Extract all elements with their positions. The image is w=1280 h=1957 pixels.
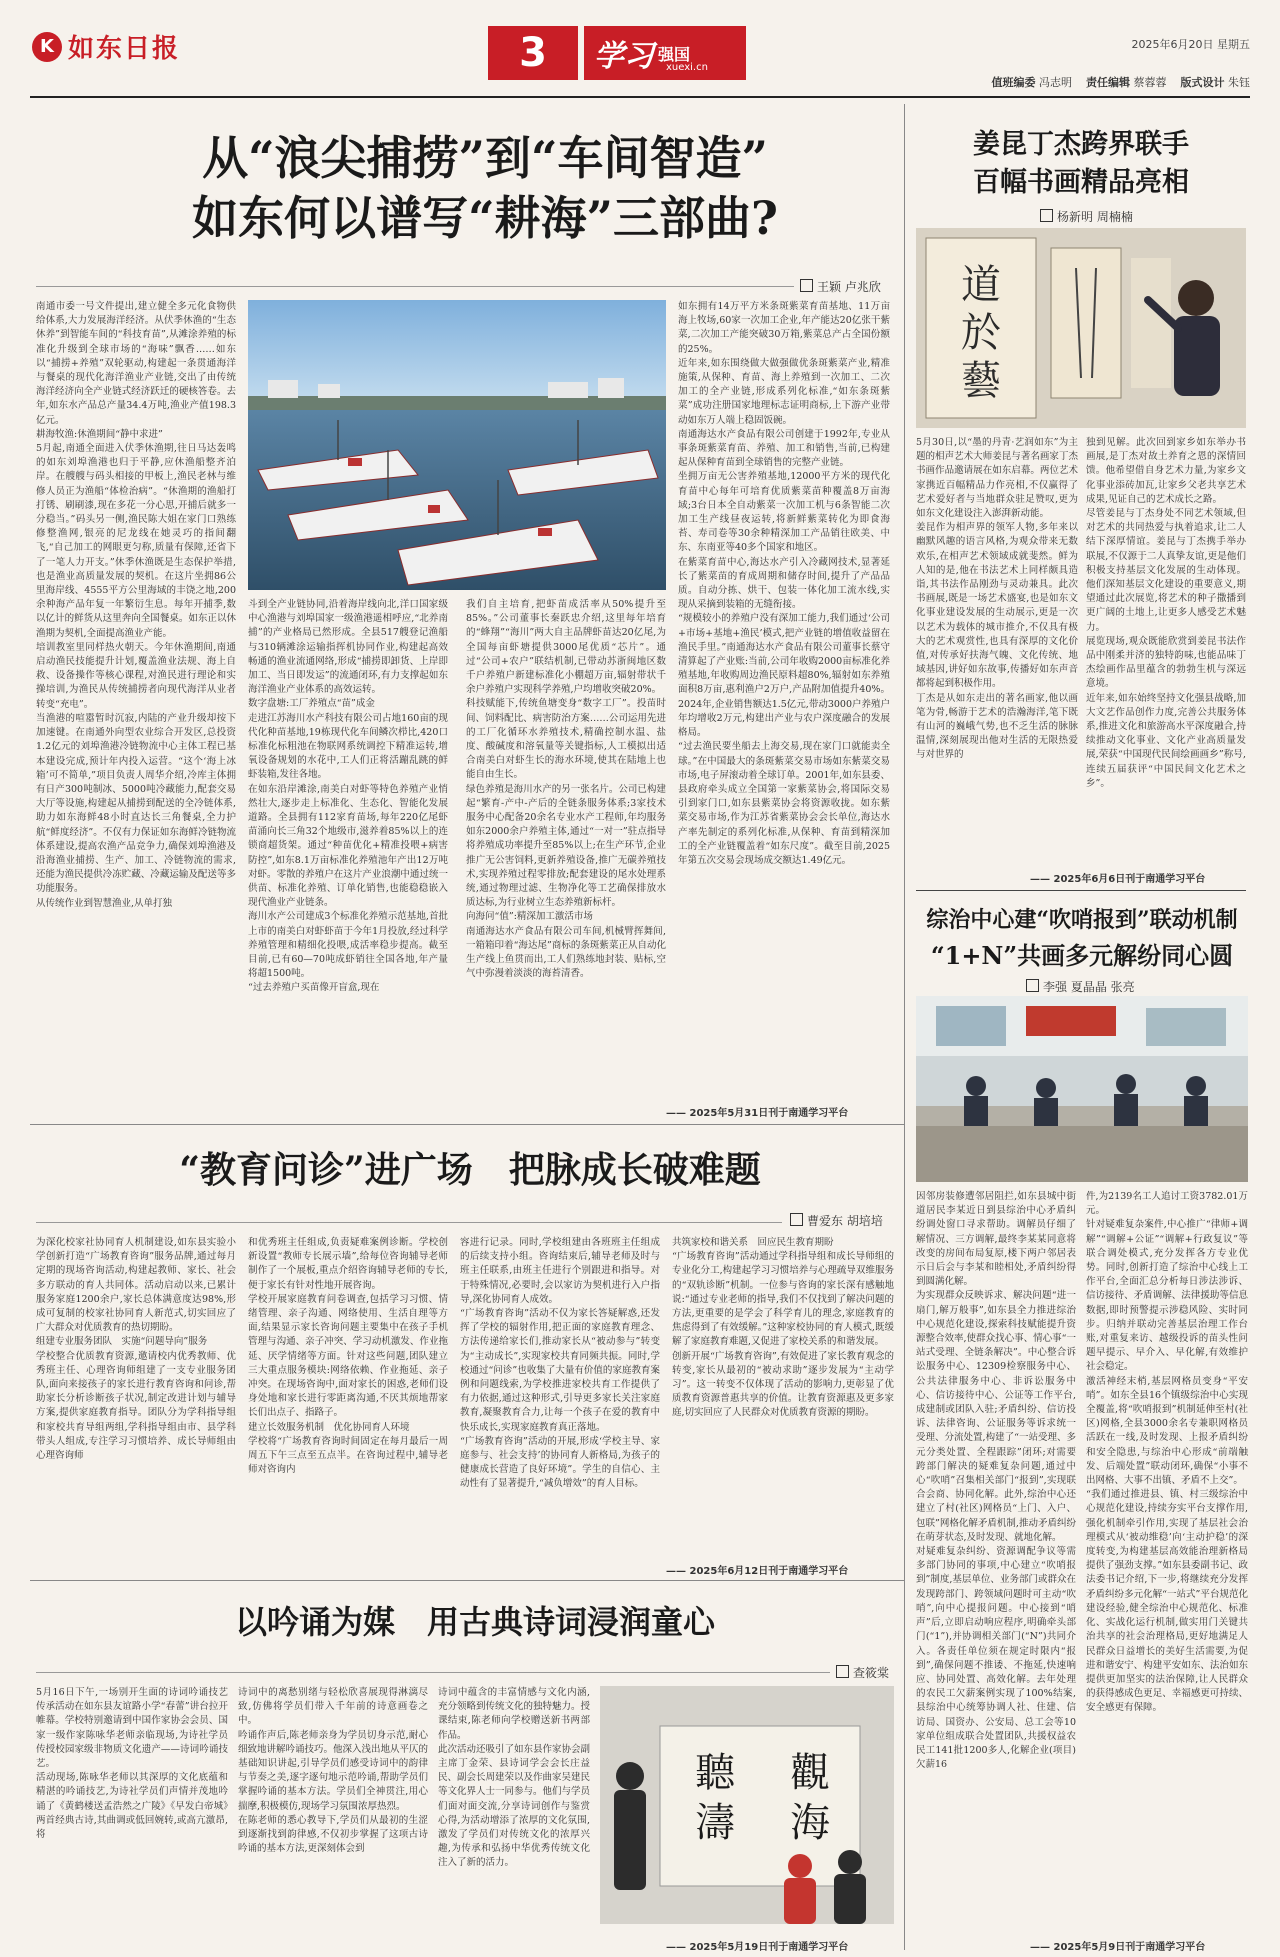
- logo-text: 如东日报: [68, 34, 181, 64]
- article4-headline: “教育问诊”进广场 把脉成长破难题: [179, 1149, 761, 1191]
- article3-column-1: 因邻房装修遭邻居阻拦,如东县城中街道居民李某近日到县综治中心矛盾纠纷调处窗口寻求帮助。调解员仔细了解情况、三方调解,最终李某某同意将改变的房间布局复原,楼下两户邻居表示日后会与李某和睦相处,矛盾纠纷得到圆满化解。 为实现群众反映诉求、解决问题“进一扇门,解万般事”,如东县全力推进综治中心规范化建设,探索科技赋能提升资源整合效率,使群众找心事、情心事“一站式受理、全链条解决”。中心整合诉讼服务中心、12309检察服务中心、公共法律服务中心、非诉讼服务中心、信访接待中心、公证等工作平台,成建制或团队入驻;矛盾纠纷、信访投诉、法律咨询、公证服务等诉求统一受理、分流处置,构建了“一站受理、多元分类处置、全程跟踪”闭环;对需要跨部门解决的疑难复杂问题,通过中心“吹哨”召集相关部门“报到”,实现联合会商、协同化解。此外,综治中心还建立了村(社区)网格员“上门、入户、包联”网格化解矛盾机制,推动矛盾纠纷在萌芽状态,及时发现、就地化解。 对疑难复杂纠纷、资源调配争议等需多部门协同的事项,中心建立“吹哨报到”制度,基层单位、业务部门或群众在发现跨部门、跨领域问题时可主动“吹哨”,向中心提报问题。中心接到“哨声”后,立即启动响应程序,明确牵头部门(“1”),并协调相关部门(“N”)共同介入。各责任单位须在规定时限内“报到”,确保问题不推诿、不拖延,快速响应、协同处置、高效化解。去年处理的农民工欠薪案例实现了100%结案,县综治中心统筹协调人社、住建、信访局、国资办、公安局、总工会等10家单位组成联合处置团队,共援权益农民工141批1200多人,化解企业(项目)欠薪16: [916, 1191, 1076, 1771]
- article5-rule: [36, 1672, 830, 1673]
- editor-name: 冯志明: [1039, 76, 1072, 89]
- article1-column-3: 我们自主培育,把虾苗成活率从50%提升至85%。”公司董事长秦跃忠介绍,这里每年培育的“蜂翔”“海川”两大自主品牌虾苗达20亿尾,为全国每亩虾塘提供3000尾优质“芯片”。通过“公司+农户”联结机制,已带动苏浙闽地区数千户养殖户新建标准化小棚超万亩,辐射带状千余户养殖户实现科学养殖,户均增收突破20%。 科技赋能下,传统鱼塘变身“数字工厂”。投苗时间、饲料配比、病害防治方案……公司运用先进的工厂化循环水养殖技术,精确控制水温、盐度、酸碱度和溶氧量等关键指标,人工模拟出适合南美白对虾生长的海水环境,使其在陆地上也能自由生长。 绿色养殖是海川水产的另一张名片。公司已构建起“繁育-产中-产后的全链条服务体系;3家技术服务中心配备20余名专业水产工程师,年均服务如东2000余户养殖主体,通过“一对一”驻点指导将养殖成功率提升至85%以上;在生产环节,企业推广无公害饲料,更新养殖设备,推广无碳养殖技术,实现养殖过程零排放;配套建设的尾水处理系统,通过物理过滤、生物净化等工艺确保排放水质达标,为行业树立生态养殖新标杆。 向海问“值”:精深加工激活市场 南通海达水产食品有限公司车间,机械臂挥舞间,一箱箱印着“海达尾”商标的条斑紫菜正从自动化生产线上鱼贯而出,工人们熟练地封装、贴标,空气中弥漫着淡淡的海苔清香。: [466, 599, 666, 980]
- article2-bottom-rule: [916, 890, 1246, 891]
- article2-byline: 杨新明 周楠楠: [1040, 208, 1133, 225]
- article5-byline: 查筱棠: [836, 1664, 889, 1681]
- article1-column-1: 南通市委一号文件提出,建立健全多元化食物供给体系,大力发展海洋经济。从伏季休渔的“生态休养”到智能车间的“科技育苗”,从滩涂养殖的标准化升级到全球市场的“海味”飘香……如东以“捕捞+养殖”双轮驱动,构建起一条贯通海洋与餐桌的现代化海洋渔业产业链,交出了由传统海洋经济向全产业链式经济跃迁的硬核答卷。去年,如东水产品总产量34.4万吨,渔业产值198.3亿元。 耕海牧渔:休渔期间“静中求进” 5月起,南通全面进入伏季休渔期,往日马达轰鸣的如东刘埠渔港也归于平静,应休渔船整齐泊岸。在艘艘与码头相接的甲板上,渔民老林与维修人员正为渔船“体检治病”。“休渔期的渔船打打锈、刷刷漆,现在多花一分心思,开捕后就多一分稳当。”码头另一侧,渔民陈大姐在家门口熟练修整渔网,银亮的尼龙线在她灵巧的指间翻飞,“自己加工的网眼更匀称,质量有保障,还省下了一笔人力开支。”休季休渔既是生态保护举措,也是渔业高质量发展的契机。在这片坐拥86公里海岸线、4555平方公里海域的丰饶之地,200余种海产品年复一年繁衍生息。每年开捕季,数以亿计的鲜货从这里奔向全国餐桌。如东正以休渔期为契机,全面提高渔业产能。 培训教室里同样热火朝天。今年休渔期间,南通启动渔民技能提升计划,覆盖渔业法规、海上自救、设备操作等核心课程,对渔民进行理论和实操培训,为渔民从传统捕捞者向现代海洋从业者转变“充电”。 当渔港的喧嚣暂时沉寂,内陆的产业升级却按下加速键。在南通外向型农业综合开发区,总投资1.2亿元的刘埠渔港冷链物流中心主体工程已基本建设完成,预计年内投入运营。“这个‘海上冰箱’可不简单,”项目负责人周华介绍,冷库主体拥有日产300吨制冰、5000吨冷藏能力,配套交易大厅等设施,构建起从捕捞到配送的全冷链体系,助力如东海鲜48小时直达长三角餐桌,全力护航“鲜度经济”。不仅有力保证如东海鲜冷链物流体系建设,提高农渔产品竞争力,确保刘埠渔港及沿海渔业捕捞、生产、加工、冷链物流的需求,还能为渔民提供冷冻贮藏、冷藏运输及配送等多功能服务。 从传统作业到智慧渔业,从单打独: [36, 301, 236, 909]
- svg-text:藝: 藝: [961, 358, 1001, 404]
- section-url: xuexi.cn: [666, 62, 708, 73]
- article4-byline: 曹爱东 胡培培: [790, 1212, 883, 1229]
- article1-headline-line2: 如东何以谱写“耕海”三部曲?: [192, 191, 778, 245]
- article3-headline-line1: 综治中心建“吹哨报到”联动机制: [926, 907, 1238, 933]
- article5-column-2: 诗词中的离愁别绪与轻松欣喜展现得淋漓尽致,仿佛将学员们带入千年前的诗意画卷之中。 吟诵作声后,陈老师亲身为学员切身示范,耐心细致地讲解吟诵技巧。他深入浅出地从平仄的基础知识讲起,引导学员们感受诗词中的韵律与节奏之美,逐字逐句地示范吟诵,帮助学员们掌握吟诵的基本方法。学员们全神贯注,用心揣摩,积极模仿,现场学习氛围浓厚热烈。 在陈老师的悉心教导下,学员们从最初的生涩到逐渐找到韵律感,不仅初步掌握了这项古诗吟诵的基本方法,更深刻体会到: [238, 1687, 428, 1855]
- article4-column-3: 容进行记录。同时,学校组建由各班班主任组成的后续支持小组。咨询结束后,辅导老师及时与班主任联系,由班主任进行个别跟进和指导。对于特殊情况,必要时,会以家访为契机进行入户指导,深化协同育人成效。 “广场教育咨询”活动不仅为家长答疑解惑,还发挥了学校的辐射作用,把正面的家庭教育理念、方法传递给家长们,推动家长从“被动参与”转变为“主动成长”,实现家校共育同频共振。同时,学校通过“问诊”也收集了大量有价值的家庭教育案例和问题线索,为学校推进家校共育工作提供了有力依据,通过这种形式,引导更多家长关注家庭教育,凝聚教育合力,让每一个孩子在爱的教育中快乐成长,实现家庭教育真正落地。 “广场教育咨询”活动的开展,形成‘学校主导、家庭参与、社会支持’的协同育人新格局,为孩子的健康成长营造了良好环境”。学生的自信心、主动性有了显著提升,“减负增效”的育人目标。: [460, 1237, 660, 1490]
- article3-headline: [914, 902, 1250, 974]
- article2-headline-line1: 姜昆丁杰跨界联手: [973, 129, 1189, 160]
- article4-rule: [36, 1222, 782, 1223]
- article2-column-1: 5月30日,以“墨的丹青·艺润如东”为主题的相声艺术大师姜昆与著名画家丁杰书画作品邀请展在如东启幕。两位艺术家携近百幅精品力作亮相,不仅赢得了艺术爱好者与当地群众驻足赞叹,更为如东文化建设注入澎湃新动能。 姜昆作为相声界的领军人物,多年来以幽默风趣的语言风格,为观众带来无数欢乐,在相声艺术领域成就斐然。鲜为人知的是,他在书法艺术上同样颇具造诣,其书法作品刚劲与灵动兼具。此次书画展,既是一场艺术盛宴,也是如东文化事业建设发展的生动展示,更是一次以艺术为载体的城市推介,不仅具有极大的艺术观赏性,也具有深厚的文化价值,对传承好扶海气魄、文化传统、地域基因,讲好如东故事,传播好如东声音都将起到积极作用。 丁杰是从如东走出的著名画家,他以画笔为骨,畅游于艺术的浩瀚海洋,笔下既有山河的巍峨气势,也不乏生活的脉脉温情,深刻展现出他对生活的无限热爱与对世界的: [916, 437, 1078, 761]
- editor-credits: [992, 74, 1251, 90]
- article2-headline: [916, 126, 1246, 202]
- article1-column-2: 斗到全产业链协同,沿着海岸线向北,洋口国家级中心渔港与刘埠国家一级渔港遥相呼应,“北养南捕”的产业格局已然形成。全县517艘登记渔船与310辆滩涂运输指挥机协同作业,构建起高效畅通的渔业流通网络,形成“捕捞即卸货、上岸即加工、当日即发运”的流通闭环,有力支撑起如东海洋渔业产业体系的高效运转。 数字盘塘:工厂养殖点“苗”成金 走进江苏海川水产科技有限公司占地160亩的现代化种苗基地,19栋现代化车间鳞次栉比,420口标准化标粗池在物联网系统调控下精准运转,增氧设备规划的水花中,工人们正将活蹦乱跳的鲜虾装箱,发往各地。 在如东沿岸滩涂,南美白对虾等特色养殖产业悄然壮大,逐步走上标准化、生态化、智能化发展道路。全县拥有112家育苗场,每年220亿尾虾苗涌向长三角32个地级市,滋养着85%以上的连锁商超货架。通过“种苗优化+精准投喂+病害防控”,如东8.1万亩标准化养殖池年产出12万吨对虾。零散的养殖户在这片产业浪潮中通过统一供苗、标准化养殖、订单化销售,也能稳稳嵌入现代渔业产业链条。 海川水产公司建成3个标准化养殖示范基地,首批上市的南美白对虾虾苗于今年1月投放,经过科学养殖管理和精细化投喂,成活率稳步提高。截至目前,已有60—70吨成虾销往全国各地,年产量将超1500吨。 “过去养殖户买苗像开盲盒,现在: [248, 599, 448, 994]
- section-title: 学习: [594, 39, 654, 74]
- article3-headline-line2: “1+N”共画多元解纷同心圆: [930, 941, 1234, 970]
- article2-exhibition-photo: [916, 228, 1246, 428]
- article3-byline: 李强 夏晶晶 张亮: [1026, 978, 1135, 995]
- article1-column-4: 如东拥有14万平方米条斑紫菜育苗基地、11万亩海上牧场,60家一次加工企业,年产能达20亿张干紫菜,二次加工产能突破30万箱,紫菜总产占全国份额的25%。 近年来,如东围绕做大做强做优条斑紫菜产业,精准施策,从保种、育苗、海上养殖到一次加工、二次加工的全产业链,形成系列化标准,“如东条斑紫菜”成功注册国家地理标志证明商标,上下游产业带动如东万人端上稳固饭碗。 南通海达水产食品有限公司创建于1992年,专业从事条斑紫菜育苗、养殖、加工和销售,当前,已构建起从保种育苗到全球销售的完整产业链。 坐拥万亩无公害养殖基地,12000平方米的现代化育苗中心每年可培育优质紫菜苗种覆盖8万亩海域;3台日本全自动紫菜一次加工机与6条智能二次加工生产线昼夜运转,将新鲜紫菜转化为即食海苔、寿司卷等30余种精深加工产品销往欧美、中东、东南亚等40多个国家和地区。 在紫菜育苗中心,海达水产引入冷藏网技术,显著延长了紫菜苗的育成周期和储存时间,提升了产品品质。自动分拣、烘干、包装一体化加工流水线,实现从采摘到装箱的无缝衔接。 “规模较小的养殖户没有深加工能力,我们通过‘公司+市场+基地+渔民’模式,把产业链的增值收益留在渔民手里。”南通海达水产食品有限公司董事长蔡守清算起了产业账:当前,公司年收购2000亩标准化养殖基地,年收购周边渔民原料超80%,辐射如东养殖面积8万亩,惠利渔户2万户,产品附加值提升40%。2024年,企业销售额达1.5亿元,带动3000户养殖户年均增收2万元,构建出产业与农户深度融合的发展格局。 “过去渔民要坐船去上海交易,现在家门口就能卖全球。”在中国最大的条斑紫菜交易市场如东紫菜交易市场,电子屏滚动着全球订单。2001年,如东县委、县政府牵头成立全国第一家紫菜协会,将国际交易引到家门口,如东县紫菜协会将资源收拢。如东紫菜交易市场,作为江苏省紫菜协会会长单位,海达水产率先制定的系列化标准,从保种、育苗到精深加工的全产业链覆盖着“如东尺度”。截至目前,2025年第五次交易会现场成交额达1.49亿元。: [678, 301, 890, 866]
- editor-name: 蔡蓉蓉: [1133, 76, 1167, 89]
- article1-harbor-photo: [248, 300, 666, 590]
- svg-text:於: 於: [961, 310, 1001, 356]
- section-subtitle: 强国: [658, 44, 691, 64]
- article2-date-stamp: —— 2025年6月6日刊于南通学习平台: [1030, 874, 1206, 885]
- svg-text:濤: 濤: [695, 1800, 735, 1846]
- article5-headline: 以吟诵为媒 用古典诗词浸润童心: [234, 1603, 715, 1641]
- svg-text:觀: 觀: [790, 1750, 830, 1796]
- article4-bottom-rule: [30, 1580, 904, 1581]
- article5-column-3: 诗词中蕴含的丰富情感与文化内涵,充分领略到传统文化的独特魅力。授课结束,陈老师向学校赠送新书两部作品。 此次活动还吸引了如东县作家协会副主席丁金荣、县诗词学会会长庄益民、副会长周建荣以及作曲家吴建民等文化界人士一同参与。他们与学员们面对面交流,分享诗词创作与鉴赏心得,为活动增添了浓厚的文化氛围,激发了学员们对传统文化的浓厚兴趣,为传承和弘扬中华优秀传统文化注入了新的活力。: [438, 1687, 590, 1869]
- section-banner: [584, 26, 746, 80]
- article1-rule: [36, 286, 794, 287]
- masthead-rule: [30, 96, 1250, 98]
- article1-headline-line1: 从“浪尖捕捞”到“车间智造”: [202, 131, 768, 185]
- article2-headline-line2: 百幅书画精品亮相: [973, 167, 1189, 198]
- logo-icon: K: [32, 32, 62, 62]
- editor-label: 责任编辑: [1086, 76, 1130, 89]
- column-divider-bottom: [904, 1124, 905, 1950]
- article4-date-stamp: —— 2025年6月12日刊于南通学习平台: [666, 1566, 849, 1577]
- svg-text:道: 道: [961, 262, 1001, 308]
- article3-center-photo: [916, 996, 1248, 1182]
- newspaper-logo: [32, 28, 180, 65]
- editor-label: 值班编委: [991, 76, 1036, 89]
- section-rule: [30, 1124, 904, 1125]
- article3-date-stamp: —— 2025年5月9日刊于南通学习平台: [1030, 1942, 1206, 1953]
- article4-column-4: 共筑家校和谐关系 回应民生教育期盼 “广场教育咨询”活动通过学科指导组和成长导师组的专业化分工,构建起学习习惯培养与心理疏导双维服务的“双轨诊断”机制。一位参与咨询的家长深有感触地说:“通过专业老师的指导,我们不仅找到了解决问题的方法,更重要的是学会了科学育儿的理念,家庭教育的焦虑得到了有效缓解。”这种家校协同的育人模式,既缓解了家庭教育难题,又促进了家校关系的和谐发展。 创新开展“广场教育咨询”,有效促进了家长教育观念的转变,家长从最初的“被动求助”逐步发展为“主动学习”。这一转变不仅体现了活动的影响力,更彰显了优质教育资源普惠共享的价值。让教育资源惠及更多家庭,切实回应了人民群众对优质教育资源的期盼。: [672, 1237, 894, 1419]
- article4-column-1: 为深化校家社协同育人机制建设,如东县实验小学创新打造“广场教育咨询”服务品牌,通过每月定期的现场咨询活动,构建起教师、家长、社会多方联动的育人共同体。活动启动以来,已累计服务家庭1200余户,家长总体满意度达98%,形成可复制的校家社协同育人新范式,切实回应了广大群众对优质教育的热切期盼。 组建专业服务团队 实施“问题导向”服务 学校整合优质教育资源,邀请校内优秀教师、优秀班主任、心理咨询师组建了一支专业服务团队,面向来接孩子的家长进行教育咨询和问诊,帮助家长分析诊断孩子状况,制定改进计划与辅导方案,提供家庭教育指导。团队分为学科指导组和家校共育导组两组,学科指导组由市、县学科带头人组成,专注学习习惯培养、成长导师组由心理咨询师: [36, 1237, 236, 1462]
- page-number: 3: [488, 26, 578, 80]
- article5-date-stamp: —— 2025年5月19日刊于南通学习平台: [666, 1942, 849, 1953]
- article5-column-1: 5月16日下午,一场别开生面的诗词吟诵技艺传承活动在如东县友谊路小学“春蕾”讲台拉开帷幕。学校特别邀请到中国作家协会会员、国家一级作家陈咏华老师亲临现场,为诗社学员传授校园家级非物质文化遗产——诗词吟诵技艺。 活动现场,陈咏华老师以其深厚的文化底蕴和精湛的吟诵技艺,为诗社学员们声情并茂地吟诵了《黄鹤楼送孟浩然之广陵》《早发白帝城》两首经典古诗,其曲调或低回婉转,或高亢激昂,将: [36, 1687, 228, 1841]
- issue-date: 2025年6月20日 星期五: [1131, 38, 1250, 51]
- column-divider: [904, 104, 905, 1124]
- svg-text:聽: 聽: [695, 1750, 735, 1796]
- editor-name: 朱钰: [1228, 76, 1250, 89]
- article3-column-2: 件,为2139名工人追讨工资3782.01万元。 针对疑难复杂案件,中心推广“律师+调解”“调解+公证”“调解+行政复议”等联合调处模式,充分发挥各方专业优势。同时,创新打造了综治中心线上工作平台,全面汇总分析每日涉法涉诉、信访接待、矛盾调解、法律援助等信息数据,即时预警提示涉稳风险、实时同步。归纳并联动完善基层治理工作台账,对重复来访、越级投诉的苗头性问题早提示、早介入、早化解,有效维护社会稳定。 激活神经末梢,基层网格员变身“平安哨”。如东全县16个镇级综治中心实现全覆盖,将“吹哨报到”机制延伸至村(社区)网格,全县3000余名专兼职网格员活跃在一线,及时发现、上报矛盾纠纷和安全隐患,与综治中心形成“前端触发、后端处置”联动闭环,确保“小事不出网格、大事不出镇、矛盾不上交”。 “我们通过推进县、镇、村三级综治中心规范化建设,持续夯实平台支撑作用,强化机制牵引作用,实现了基层社会治理模式从‘被动维稳’向‘主动护稳’的深度转变,为构建基层高效能治理新格局提供了强劲支撑。”如东县委副书记、政法委书记介绍,下一步,将继续充分发挥矛盾纠纷多元化解“一站式”平台规范化建设经验,健全综治中心规范化、标准化、实战化运行机制,做实用门关键共治共享的社会治理格局,更好地满足人民群众日益增长的美好生活需要,为促进和谐安宁、构建平安如东、法治如东提供更加坚实的法治保障,让人民群众的获得感成色更足、幸福感更可持续、安全感更有保障。: [1086, 1191, 1248, 1714]
- article1-date-stamp: —— 2025年5月31日刊于南通学习平台: [666, 1108, 849, 1119]
- article4-column-2: 和优秀班主任组成,负责疑难案例诊断。学校创新设置“教师专长展示墙”,给每位咨询辅导老师制作了一个展板,重点介绍咨询辅导老师的专长,便于家长有针对性地开展咨询。 学校开展家庭教育问卷调查,包括学习习惯、情绪管理、亲子沟通、网络使用、生活自理等方面,结果显示家长咨询问题主要集中在孩子手机管理与沟通、亲子冲突、学习动机激发、作业拖延、厌学情绪等方面。针对这些问题,团队建立三大重点服务模块:网络依赖、作业拖延、亲子冲突。在现场咨询中,面对家长的困惑,老师们设身处地和家长进行零距离沟通,不厌其烦地帮家长们出点子、指路子。 建立长效服务机制 优化协同育人环境 学校将“广场教育咨询时间固定在每月最后一周周五下午三点至五点半。在咨询过程中,辅导老师对咨询内: [248, 1237, 448, 1476]
- editor-label: 版式设计: [1180, 76, 1225, 89]
- svg-text:海: 海: [790, 1800, 830, 1846]
- article1-byline: 王颖 卢兆欣: [800, 278, 881, 295]
- article1-headline: [70, 128, 900, 248]
- article5-calligraphy-photo: [600, 1686, 894, 1924]
- article2-column-2: 独到见解。此次回到家乡如东举办书画展,是丁杰对故土养育之恩的深情回馈。他希望借自身艺术力量,为家乡文化事业添砖加瓦,让家乡父老共享艺术成果,见证自己的艺术成长之路。 尽管姜昆与丁杰身处不同艺术领域,但对艺术的共同热爱与执着追求,让二人结下深厚情谊。姜昆与丁杰携手举办联展,不仅源于二人真挚友谊,更是他们积极支持基层文化发展的生动体现。他们深知基层文化建设的重要意义,期望通过此次展览,将艺术的种子撒播到更广阔的土地上,让更多人感受艺术魅力。 展览现场,观众既能欣赏到姜昆书法作品中刚柔并济的独特韵味,也能品味丁杰绘画作品里蕴含的勃勃生机与深远意境。 近年来,如东始终坚持文化强县战略,加大文艺作品创作力度,完善公共服务体系,推进文化和旅游高水平深度融合,持续推动文化事业、文化产业高质量发展,荣获“中国现代民间绘画画乡”称号,连续五届获评“中国民间文化艺术之乡”。: [1086, 437, 1246, 789]
